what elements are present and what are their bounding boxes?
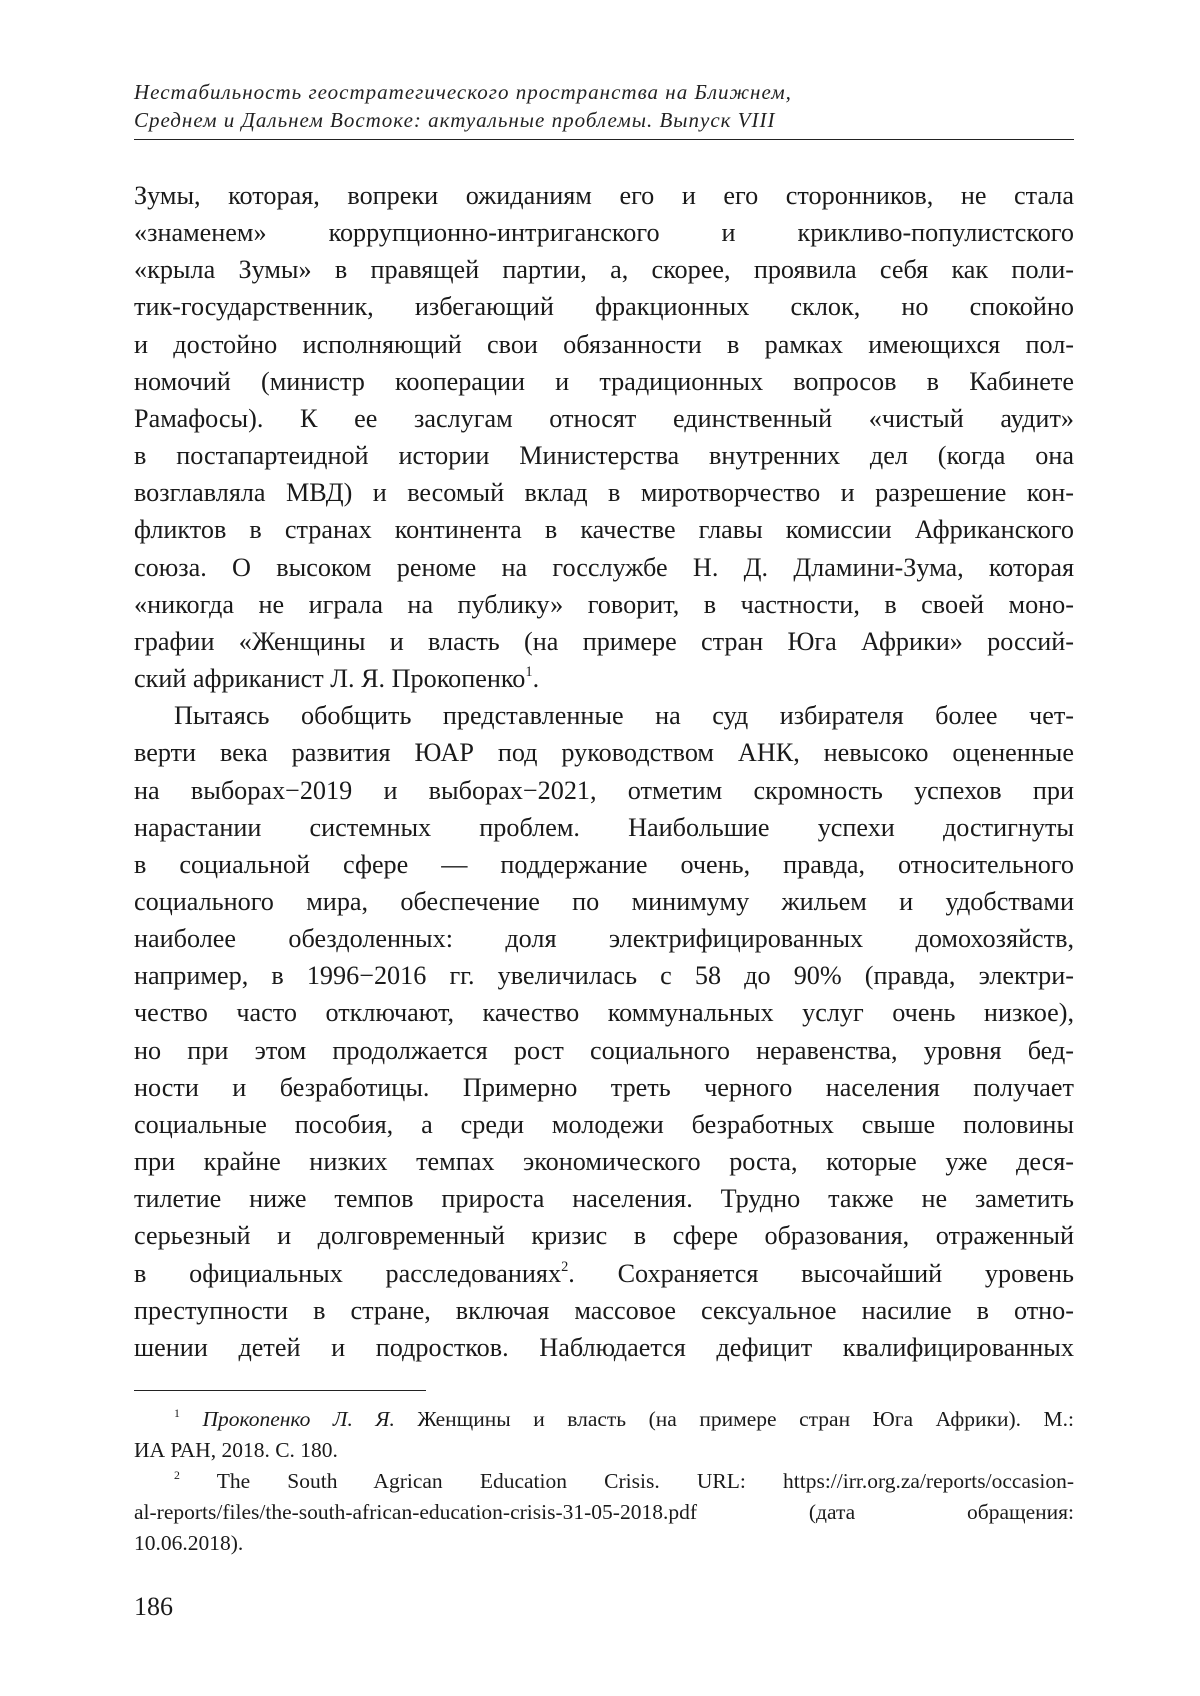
footnote-line: 10.06.2018).: [134, 1528, 1074, 1559]
text-line: социальные пособия, а среди молодежи безработных свыше половины: [134, 1106, 1074, 1143]
paragraph-2: [134, 697, 1074, 1366]
header-divider: [134, 139, 1074, 140]
text-line: на выборах−2019 и выборах−2021, отметим скромность успехов при: [134, 772, 1074, 809]
text-fragment: ский африканист Л. Я. Прокопенко: [134, 664, 525, 693]
text-line: «никогда не играла на публику» говорит, в частности, в своей моно-: [134, 586, 1074, 623]
text-line: чество часто отключают, качество коммунальных услуг очень низкое),: [134, 994, 1074, 1031]
text-line: но при этом продолжается рост социального неравенства, уровня бед-: [134, 1032, 1074, 1069]
text-fragment: в официальных расследованиях: [134, 1259, 561, 1288]
text-line: например, в 1996−2016 гг. увеличилась с 58 до 90% (правда, электри-: [134, 957, 1074, 994]
text-line: нарастании системных проблем. Наибольшие успехи достигнуты: [134, 809, 1074, 846]
footnote-ref-2[interactable]: 2: [561, 1259, 568, 1275]
text-line: союза. О высоком реноме на госслужбе Н. Д. Дламини-Зума, которая: [134, 549, 1074, 586]
running-header-line-1: Нестабильность геостратегического пространства на Ближнем,: [134, 78, 1074, 106]
text-line: тилетие ниже темпов прироста населения. Трудно также не заметить: [134, 1180, 1074, 1217]
footnote-ref-1[interactable]: 1: [525, 664, 532, 680]
footnote-number: 1: [174, 1406, 180, 1420]
running-header-line-2: Среднем и Дальнем Востоке: актуальные проблемы. Выпуск VIII: [134, 106, 1074, 134]
footnote-line: ИА РАН, 2018. С. 180.: [134, 1435, 1074, 1466]
text-line: ности и безработицы. Примерно треть черного населения получает: [134, 1069, 1074, 1106]
text-line: и достойно исполняющий свои обязанности в рамках имеющихся пол-: [134, 326, 1074, 363]
footnote-number: 2: [174, 1468, 180, 1482]
footnote-text: The South Agrican Education Crisis. URL: https://irr.org.za/reports/occasion-: [217, 1469, 1074, 1493]
text-line: Рамафосы). К ее заслугам относят единственный «чистый аудит»: [134, 400, 1074, 437]
text-line: фликтов в странах континента в качестве главы комиссии Африканского: [134, 511, 1074, 548]
text-line: в постапартеидной истории Министерства внутренних дел (когда она: [134, 437, 1074, 474]
text-line: «крыла Зумы» в правящей партии, а, скорее, проявила себя как поли-: [134, 251, 1074, 288]
footnote-line: [134, 1466, 1074, 1497]
text-line: наиболее обездоленных: доля электрифицированных домохозяйств,: [134, 920, 1074, 957]
main-text: [134, 177, 1074, 1366]
text-line: Пытаясь обобщить представленные на суд избирателя более чет-: [134, 697, 1074, 734]
footnote-author: Прокопенко Л. Я.: [202, 1407, 394, 1431]
text-line: «знаменем» коррупционно-интриганского и крикливо-популистского: [134, 214, 1074, 251]
text-line: графии «Женщины и власть (на примере стран Юга Африки» россий-: [134, 623, 1074, 660]
text-fragment: . Сохраняется высочайший уровень: [568, 1259, 1074, 1288]
text-line: при крайне низких темпах экономического роста, которые уже деся-: [134, 1143, 1074, 1180]
text-line: шении детей и подростков. Наблюдается дефицит квалифицированных: [134, 1329, 1074, 1366]
footnote-text: Женщины и власть (на примере стран Юга Африки). М.:: [395, 1407, 1074, 1431]
text-line: в социальной сфере — поддержание очень, правда, относительного: [134, 846, 1074, 883]
footnote-line: [134, 1404, 1074, 1435]
footnote-1: [134, 1404, 1074, 1466]
footnote-divider: [134, 1390, 426, 1391]
paragraph-1: [134, 177, 1074, 697]
text-line: возглавляла МВД) и весомый вклад в миротворчество и разрешение кон-: [134, 474, 1074, 511]
text-fragment: .: [533, 664, 540, 693]
text-line: Зумы, которая, вопреки ожиданиям его и его сторонников, не стала: [134, 177, 1074, 214]
running-header: [134, 78, 1074, 134]
footnotes: [134, 1404, 1074, 1559]
text-line-last: [134, 660, 1074, 697]
footnote-2: [134, 1466, 1074, 1559]
page-number: 186: [134, 1592, 173, 1622]
text-line-with-ref: [134, 1255, 1074, 1292]
text-line: серьезный и долговременный кризис в сфере образования, отраженный: [134, 1217, 1074, 1254]
footnote-url-line[interactable]: al-reports/files/the-south-african-education-crisis-31-05-2018.pdf (дата обращения:: [134, 1497, 1074, 1528]
text-line: верти века развития ЮАР под руководством АНК, невысоко оцененные: [134, 734, 1074, 771]
text-line: тик-государственник, избегающий фракционных склок, но спокойно: [134, 288, 1074, 325]
text-line: преступности в стране, включая массовое сексуальное насилие в отно-: [134, 1292, 1074, 1329]
text-line: номочий (министр кооперации и традиционных вопросов в Кабинете: [134, 363, 1074, 400]
text-line: социального мира, обеспечение по минимуму жильем и удобствами: [134, 883, 1074, 920]
